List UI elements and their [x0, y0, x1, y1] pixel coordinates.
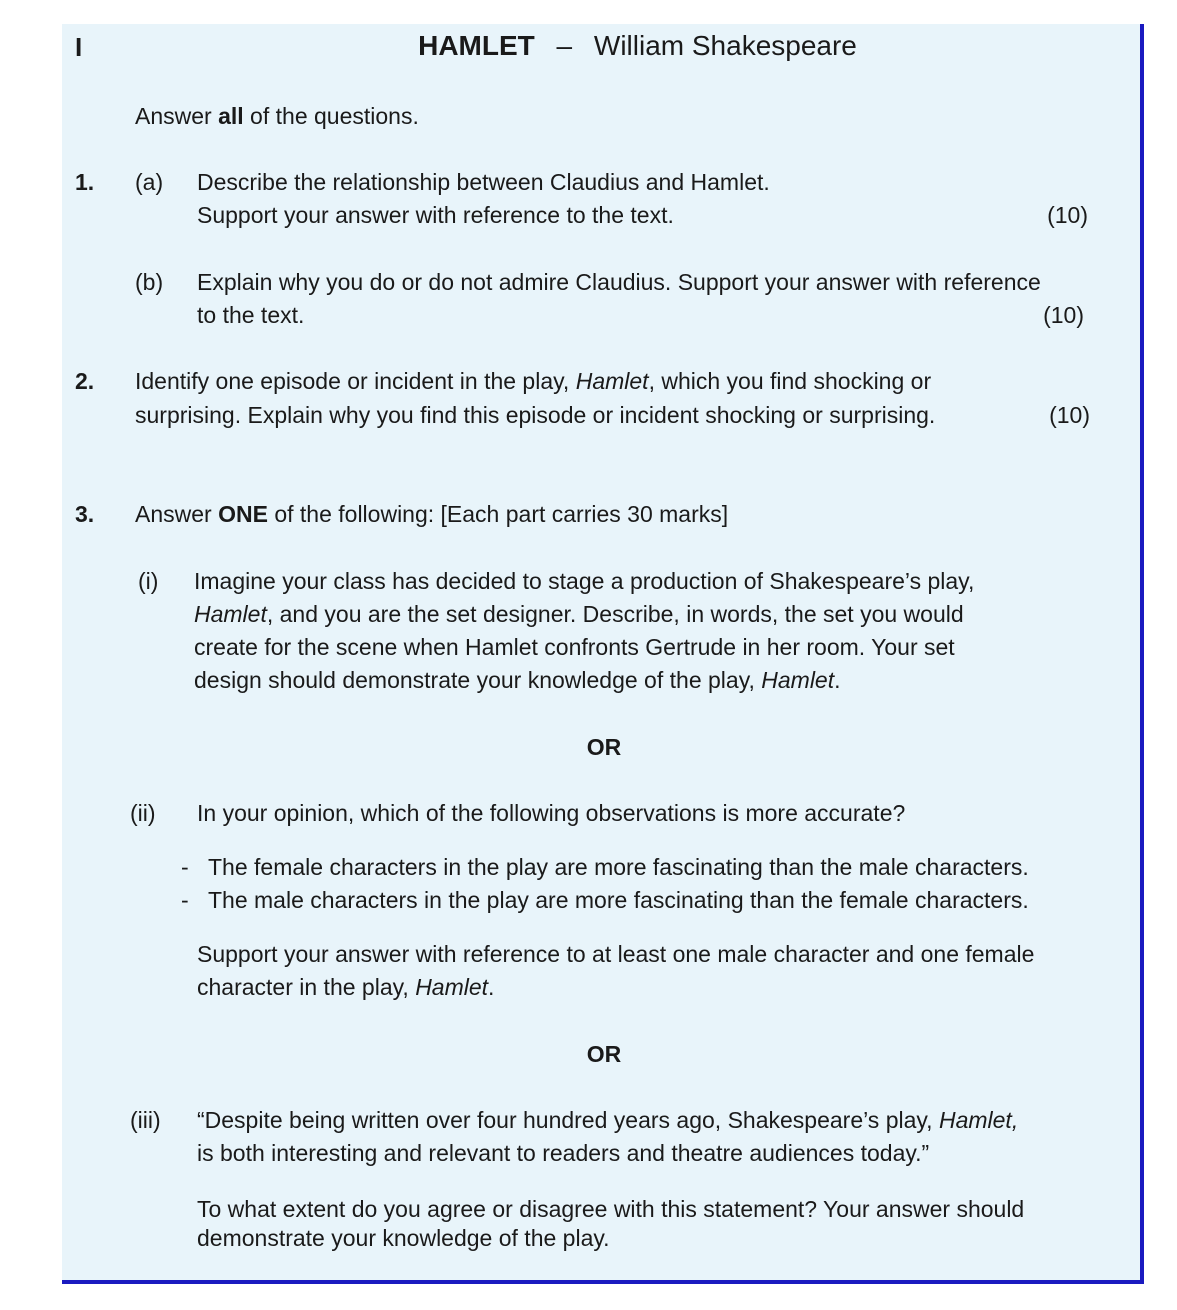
play-title-italic: Hamlet — [575, 368, 649, 394]
bullet-option-female: The female characters in the play are more fascinating than the male characters. — [208, 854, 1029, 880]
question-3ii-line-1: In your opinion, which of the following observations is more accurate? — [197, 800, 906, 826]
question-1-number: 1. — [75, 169, 95, 195]
or-divider-1: OR — [586, 734, 622, 760]
question-3ii-label: (ii) — [130, 800, 156, 826]
section-title — [300, 29, 975, 63]
question-2-text-line-1: Identify one episode or incident in the play, Hamlet, which you find shocking or — [135, 368, 932, 394]
question-2-number: 2. — [75, 368, 95, 394]
question-2-marks: (10) — [1049, 402, 1090, 428]
question-1a-text-line-1: Describe the relationship between Claudius and Hamlet. — [197, 169, 770, 195]
or-divider-2: OR — [586, 1041, 622, 1067]
play-title-italic: Hamlet — [415, 974, 489, 1000]
question-3ii-support-line-2: character in the play, Hamlet. — [197, 974, 495, 1000]
question-1b-text-line-2: to the text. — [197, 302, 305, 328]
bullet-marker-1: - — [181, 854, 189, 880]
question-3iii-quote-line-2: is both interesting and relevant to readers and theatre audiences today.” — [197, 1140, 930, 1166]
question-3-intro-emphasis: ONE — [218, 501, 268, 527]
question-3i-line-3: create for the scene when Hamlet confronts Gertrude in her room. Your set — [194, 634, 955, 660]
question-3i-line-4: design should demonstrate your knowledge of the play, Hamlet. — [194, 667, 841, 693]
section-numeral: I — [75, 32, 83, 62]
question-1b-text-line-1: Explain why you do or do not admire Claudius. Support your answer with reference — [197, 269, 1041, 295]
question-3iii-quote-line-1: “Despite being written over four hundred years ago, Shakespeare’s play, Hamlet, — [197, 1107, 1019, 1133]
question-1a-marks: (10) — [1047, 202, 1088, 228]
question-1a-label: (a) — [135, 169, 164, 195]
question-3i-label: (i) — [138, 568, 159, 594]
question-3iii-label: (iii) — [130, 1107, 161, 1133]
author-name: William Shakespeare — [593, 30, 857, 61]
instructions: Answer all of the questions. — [135, 103, 419, 129]
question-1b-marks: (10) — [1043, 302, 1084, 328]
play-title-italic: Hamlet — [194, 601, 267, 627]
question-3iii-task-line-1: To what extent do you agree or disagree with this statement? Your answer should — [197, 1196, 1025, 1222]
play-title-italic: Hamlet, — [938, 1107, 1019, 1133]
play-title: HAMLET — [418, 30, 535, 61]
question-3i-line-1: Imagine your class has decided to stage a production of Shakespeare’s play, — [194, 568, 975, 594]
question-3i-line-2: Hamlet, and you are the set designer. Describe, in words, the set you would — [194, 601, 964, 627]
bullet-marker-2: - — [181, 887, 189, 913]
question-3ii-support-line-1: Support your answer with reference to at least one male character and one female — [197, 941, 1035, 967]
title-dash: – — [556, 30, 573, 61]
question-3iii-task-line-2: demonstrate your knowledge of the play. — [197, 1225, 610, 1251]
question-3-number: 3. — [75, 501, 95, 527]
question-3-intro: Answer ONE of the following: [Each part carries 30 marks] — [135, 501, 729, 527]
question-1a-text-line-2: Support your answer with reference to the text. — [197, 202, 674, 228]
play-title-italic: Hamlet — [761, 667, 835, 693]
question-1b-label: (b) — [135, 269, 164, 295]
instructions-emphasis: all — [218, 103, 244, 129]
question-2-text-line-2: surprising. Explain why you find this episode or incident shocking or surprising. — [135, 402, 936, 428]
bullet-option-male: The male characters in the play are more fascinating than the female characters. — [208, 887, 1029, 913]
